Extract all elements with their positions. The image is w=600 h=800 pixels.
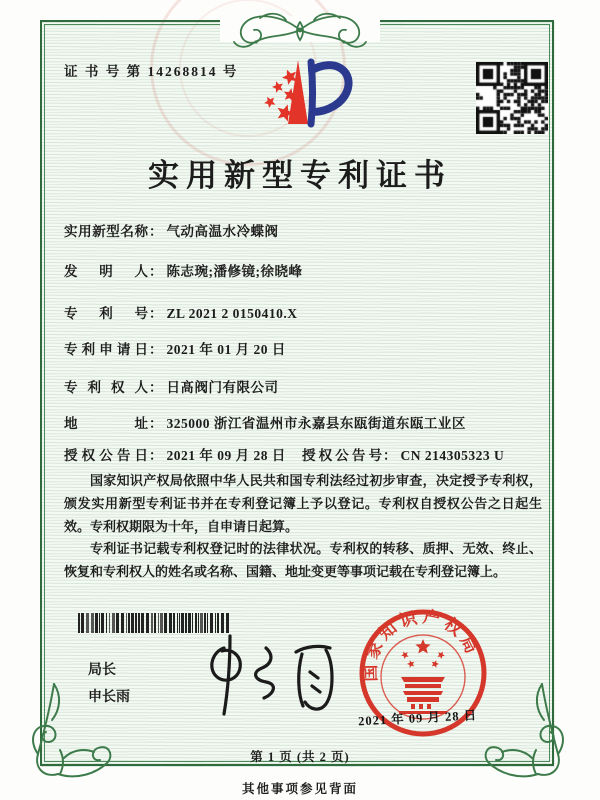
legal-paragraph-1: 国家知识产权局依照中华人民共和国专利法经过初步审查，决定授予专利权，颁发实用新型专利证书并在专利登记簿上予以登记。专利权自授权公告之日起生效。专利权期限为十年，自申请日起算。 bbox=[64, 473, 542, 534]
page-number: 第 1 页 (共 2 页) bbox=[250, 750, 350, 764]
field-row-address bbox=[64, 412, 466, 432]
colon: ： bbox=[149, 380, 163, 395]
field-value: 日髙阀门有限公司 bbox=[166, 380, 279, 395]
cnipa-logo bbox=[238, 50, 368, 150]
page-title: 实用新型专利证书 bbox=[148, 158, 452, 193]
field-row-inventor bbox=[64, 260, 303, 280]
field-value: 气动高温水冷蝶阀 bbox=[166, 224, 279, 239]
field-label: 地址 bbox=[64, 416, 148, 431]
colon: ： bbox=[149, 342, 163, 357]
field-value: 2021 年 01 月 20 日 bbox=[166, 342, 286, 357]
field-label: 发明人 bbox=[64, 264, 148, 279]
field-grant-date bbox=[64, 448, 286, 463]
field-label: 专利号 bbox=[64, 306, 148, 321]
legal-text bbox=[64, 470, 542, 584]
field-value: 325000 浙江省温州市永嘉县东瓯街道东瓯工业区 bbox=[166, 416, 466, 431]
colon: ： bbox=[149, 264, 163, 279]
field-value: 2021 年 09 月 28 日 bbox=[166, 448, 286, 463]
field-value: 陈志琬;潘修镜;徐晓峰 bbox=[166, 264, 303, 279]
commissioner-name: 申长雨 bbox=[88, 689, 130, 705]
colon: ： bbox=[149, 224, 163, 239]
field-label: 实用新型名称 bbox=[64, 224, 148, 239]
field-value: ZL 2021 2 0150410.X bbox=[166, 306, 298, 321]
field-row-filing-date bbox=[64, 338, 286, 358]
bottom-right-flourish bbox=[480, 680, 572, 784]
colon: ： bbox=[149, 416, 163, 431]
field-row-patent-no bbox=[64, 302, 298, 322]
seal-date: 2021 年 09 月 28 日 bbox=[357, 708, 478, 729]
field-label: 专利申请日 bbox=[64, 342, 148, 357]
back-note: 其他事项参见背面 bbox=[241, 782, 358, 796]
qr-code bbox=[476, 62, 548, 134]
signoff-block bbox=[88, 658, 130, 711]
field-row-grant bbox=[64, 444, 542, 464]
colon: ： bbox=[383, 448, 397, 463]
field-row-name bbox=[64, 220, 279, 240]
seal-ring-text: 国家知识产权局 bbox=[360, 607, 483, 682]
colon: ： bbox=[149, 448, 163, 463]
field-label: 授权公告号 bbox=[302, 448, 382, 463]
certificate-number: 证 书 号 第 14268814 号 bbox=[64, 64, 239, 79]
colon: ： bbox=[149, 306, 163, 321]
field-row-patentee bbox=[64, 376, 279, 396]
top-floral-ornament bbox=[210, 4, 390, 56]
commissioner-title: 局长 bbox=[88, 663, 116, 678]
field-label: 授权公告日 bbox=[64, 448, 148, 463]
national-emblem bbox=[399, 639, 447, 714]
legal-paragraph-2: 专利证书记载专利权登记时的法律状况。专利权的转移、质押、无效、终止、恢复和专利权人的姓名或名称、国籍、地址变更等事项记载在专利登记簿上。 bbox=[64, 541, 542, 579]
field-grant-no bbox=[302, 444, 504, 464]
field-label: 专利权人 bbox=[64, 380, 148, 395]
field-value: CN 214305323 U bbox=[400, 448, 505, 463]
signature-graphic bbox=[200, 630, 340, 725]
